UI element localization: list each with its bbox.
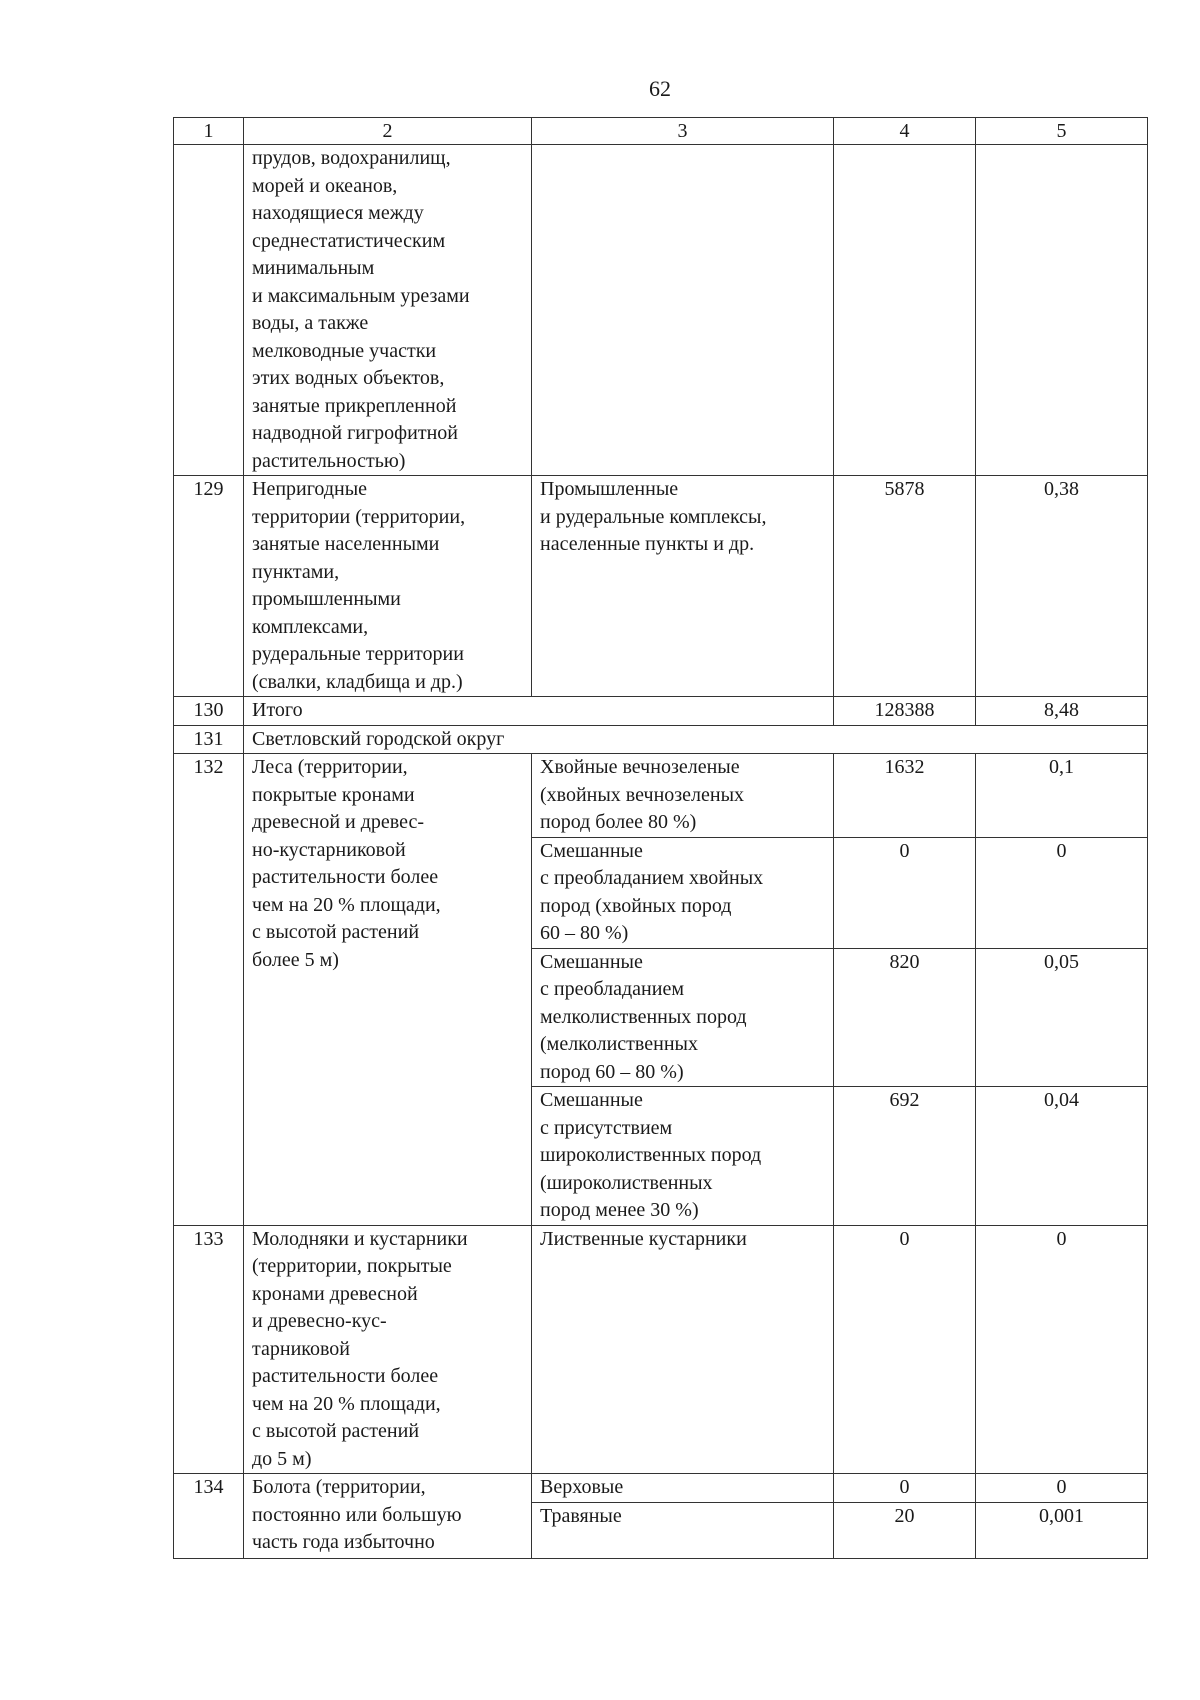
text-line: кронами древесной (252, 1282, 418, 1305)
text-line: мелколиственных пород (540, 1005, 747, 1028)
row-area: 5878 (834, 476, 976, 697)
text-line: мелководные участки (252, 339, 437, 362)
text-line: древесной и древес- (252, 811, 425, 833)
table-row-130 (174, 697, 1148, 726)
text-line: чем на 20 % площади, (252, 1392, 441, 1415)
text-line: часть года избыточно (252, 1531, 435, 1553)
text-line: более 5 м) (252, 948, 339, 971)
text-line: но-кустарниковой (252, 838, 406, 861)
text-line: Непригодные (252, 478, 368, 500)
text-line: (хвойных вечнозеленых (540, 783, 745, 806)
row-percent: 0,001 (976, 1502, 1148, 1558)
row-area: 128388 (834, 697, 976, 726)
text-line: среднестатистическим (252, 229, 446, 252)
row-number: 130 (174, 697, 244, 726)
text-line: тарниковой (252, 1337, 350, 1360)
table-row-133 (174, 1225, 1148, 1474)
row-number: 131 (174, 725, 244, 754)
row-number: 133 (174, 1225, 244, 1474)
text-line: этих водных объектов, (252, 367, 445, 389)
row-type (532, 476, 834, 697)
row-name (244, 1474, 532, 1559)
text-line: Смешанные (540, 839, 643, 862)
text-line: чем на 20 % площади, (252, 893, 441, 916)
table-row-134 (174, 1474, 1148, 1503)
text-line: промышленными (252, 588, 401, 610)
page-number: 62 (649, 76, 671, 101)
row-type (532, 1225, 834, 1474)
table-row-131 (174, 725, 1148, 754)
text-line: растительности более (252, 866, 439, 888)
row-percent: 0 (976, 837, 1148, 948)
text-line: покрытые кронами (252, 783, 415, 806)
header-col-2: 2 (244, 118, 532, 145)
text-line: и максимальным урезами (252, 284, 470, 307)
text-line: до 5 м) (252, 1447, 312, 1470)
text-line: Молодняки и кустарники (252, 1227, 468, 1250)
row-percent: 0,05 (976, 948, 1148, 1087)
text-line: Болота (территории, (252, 1476, 426, 1498)
text-line: пород (хвойных пород (540, 894, 732, 917)
row-name (244, 754, 532, 1226)
text-line: Леса (территории, (252, 756, 408, 778)
text-line: и рудеральные комплексы, (540, 505, 767, 528)
table-row-132 (174, 754, 1148, 838)
total-label: Итого (244, 697, 834, 726)
text-line: и древесно-кус- (252, 1310, 387, 1332)
table-row-continuation (174, 145, 1148, 476)
text-line: находящиеся между (252, 202, 424, 224)
row-type (532, 948, 834, 1087)
text-line: широколиственных пород (540, 1144, 762, 1166)
row-type (532, 837, 834, 948)
text-line: с присутствием (540, 1116, 673, 1139)
text-line: растительности более (252, 1365, 439, 1387)
row-area: 0 (834, 1474, 976, 1503)
row-percent: 0,04 (976, 1087, 1148, 1226)
text-line: населенные пункты и др. (540, 533, 755, 555)
row-area: 0 (834, 837, 976, 948)
text-line: (мелколиственных (540, 1033, 698, 1055)
row-area: 1632 (834, 754, 976, 838)
text-line: прудов, водохранилищ, (252, 147, 451, 169)
section-title: Светловский городской округ (244, 725, 1148, 754)
text-line: (широколиственных (540, 1171, 713, 1194)
header-col-4: 4 (834, 118, 976, 145)
continuation-name (244, 145, 532, 476)
continuation-no (174, 145, 244, 476)
row-percent: 0,38 (976, 476, 1148, 697)
row-number: 129 (174, 476, 244, 697)
row-percent: 0,1 (976, 754, 1148, 838)
text-line: территории (территории, (252, 505, 466, 528)
row-type: Травяные (532, 1502, 834, 1558)
text-line: Лиственные кустарники (540, 1227, 747, 1250)
text-line: надводной гигрофитной (252, 422, 458, 444)
text-line: занятые населенными (252, 533, 440, 555)
continuation-percent (976, 145, 1148, 476)
header-col-3: 3 (532, 118, 834, 145)
text-line: постоянно или большую (252, 1503, 462, 1526)
header-col-5: 5 (976, 118, 1148, 145)
text-line: (территории, покрытые (252, 1255, 452, 1277)
text-line: (свалки, кладбища и др.) (252, 670, 463, 693)
row-area: 820 (834, 948, 976, 1087)
row-percent: 8,48 (976, 697, 1148, 726)
table-row-129 (174, 476, 1148, 697)
text-line: Хвойные вечнозеленые (540, 756, 740, 778)
text-line: пород 60 – 80 %) (540, 1060, 684, 1083)
text-line: с преобладанием хвойных (540, 867, 764, 889)
text-line: 60 – 80 %) (540, 922, 629, 944)
row-area: 692 (834, 1087, 976, 1226)
row-area: 0 (834, 1225, 976, 1474)
text-line: с высотой растений (252, 921, 420, 943)
text-line: с преобладанием (540, 978, 684, 1000)
row-name (244, 1225, 532, 1474)
row-number: 134 (174, 1474, 244, 1559)
text-line: пунктами, (252, 560, 340, 583)
row-percent: 0 (976, 1225, 1148, 1474)
text-line: пород менее 30 %) (540, 1199, 699, 1221)
text-line: занятые прикрепленной (252, 394, 457, 417)
text-line: Смешанные (540, 950, 643, 973)
text-line: комплексами, (252, 615, 369, 638)
text-line: растительностью) (252, 449, 406, 472)
continuation-type (532, 145, 834, 476)
text-line: рудеральные территории (252, 643, 464, 665)
row-area: 20 (834, 1502, 976, 1558)
header-col-1: 1 (174, 118, 244, 145)
text-line: минимальным (252, 257, 375, 279)
text-line: воды, а также (252, 312, 369, 334)
row-number: 132 (174, 754, 244, 1226)
text-line: Промышленные (540, 478, 679, 500)
text-line: морей и океанов, (252, 174, 398, 197)
text-line: Смешанные (540, 1089, 643, 1111)
row-type (532, 754, 834, 838)
header-row (174, 118, 1148, 145)
text-line: пород более 80 %) (540, 811, 697, 833)
row-type: Верховые (532, 1474, 834, 1503)
text-line: с высотой растений (252, 1420, 420, 1442)
row-percent: 0 (976, 1474, 1148, 1503)
row-name (244, 476, 532, 697)
continuation-area (834, 145, 976, 476)
row-type (532, 1087, 834, 1226)
land-table (173, 117, 1148, 1559)
